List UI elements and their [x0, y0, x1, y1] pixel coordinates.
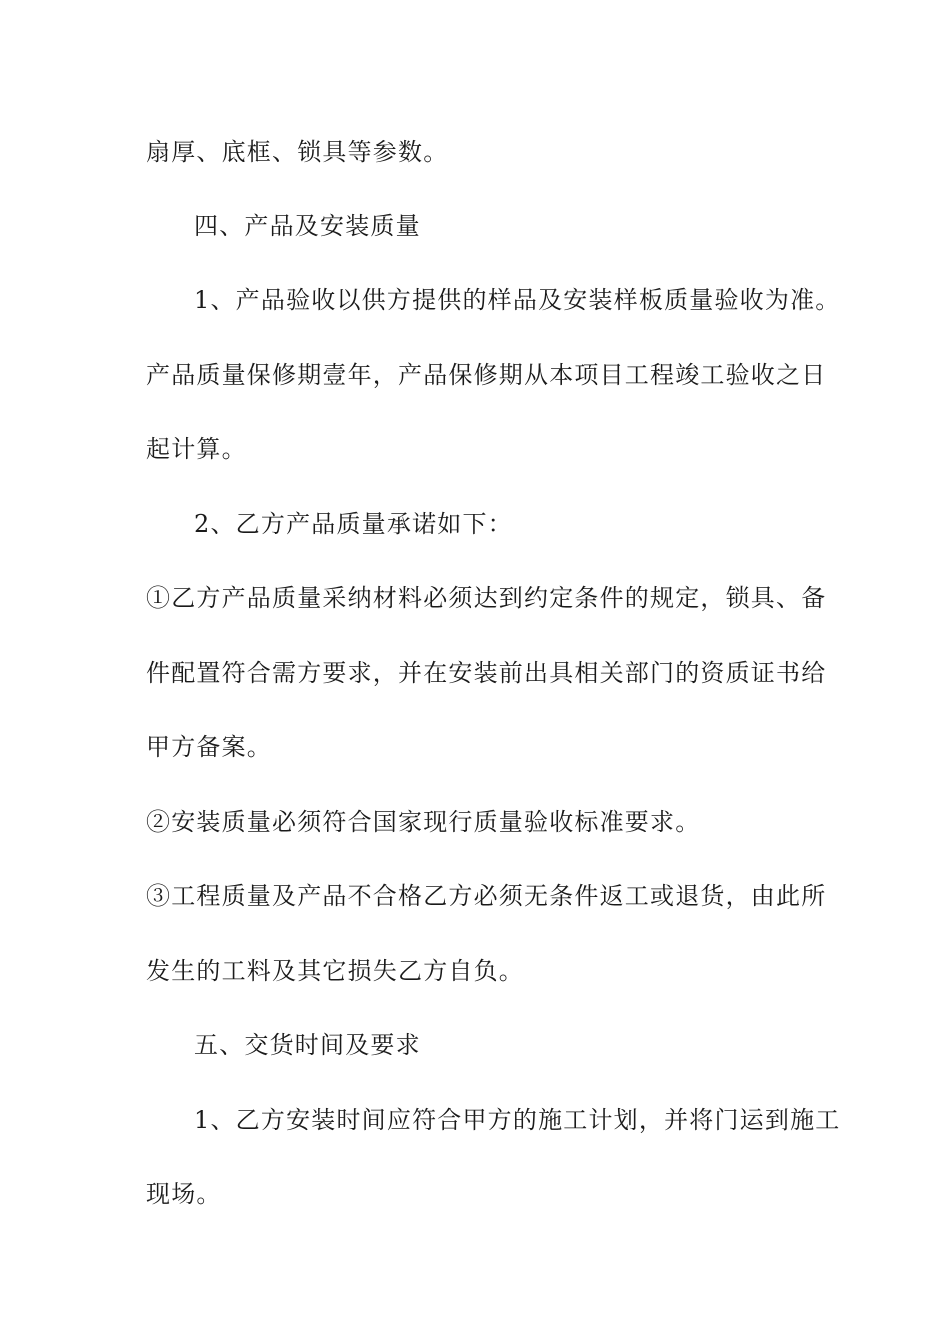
paragraph-line: 甲方备案。 [146, 733, 272, 761]
paragraph-line: 发生的工料及其它损失乙方自负。 [146, 957, 524, 985]
paragraph-line: 扇厚、底框、锁具等参数。 [146, 138, 449, 166]
section-heading: 四、产品及安装质量 [194, 212, 421, 240]
paragraph-line: 2、乙方产品质量承诺如下： [194, 510, 513, 538]
paragraph-line: 起计算。 [146, 435, 247, 463]
list-item: ①乙方产品质量采纳材料必须达到约定条件的规定，锁具、备 [146, 584, 827, 612]
list-item: ②安装质量必须符合国家现行质量验收标准要求。 [146, 808, 701, 836]
paragraph-line: 1、乙方安装时间应符合甲方的施工计划，并将门运到施工 [194, 1106, 841, 1134]
paragraph-line: 现场。 [146, 1180, 222, 1208]
paragraph-line: 产品质量保修期壹年，产品保修期从本项目工程竣工验收之日 [146, 361, 827, 389]
paragraph-line: 1、产品验收以供方提供的样品及安装样板质量验收为准。 [194, 286, 841, 314]
paragraph-line: 件配置符合需方要求，并在安装前出具相关部门的资质证书给 [146, 659, 827, 687]
section-heading: 五、交货时间及要求 [194, 1031, 421, 1059]
list-item: ③工程质量及产品不合格乙方必须无条件返工或退货，由此所 [146, 882, 827, 910]
